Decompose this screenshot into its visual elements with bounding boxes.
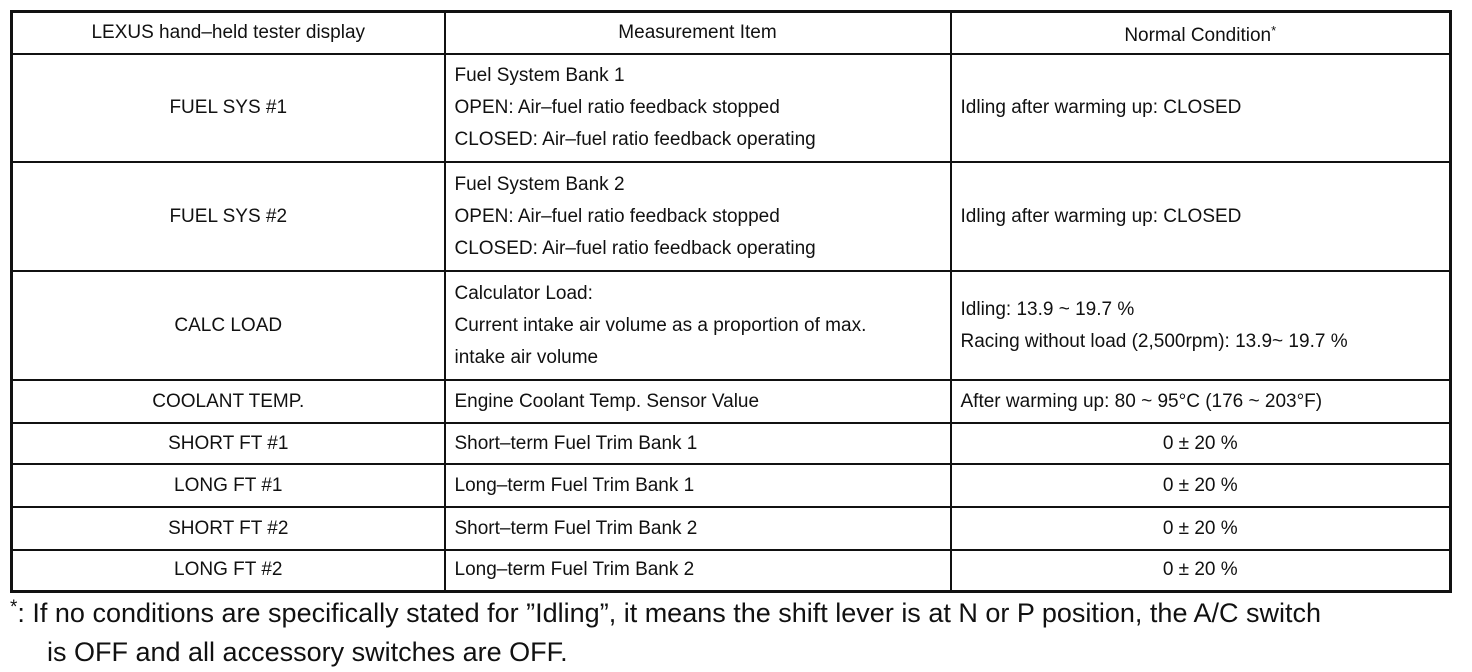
header-measurement-item: Measurement Item: [445, 12, 951, 55]
tester-display-cell: LONG FT #2: [12, 550, 445, 591]
data-list-table: [10, 10, 1452, 593]
tester-display-cell: SHORT FT #2: [12, 507, 445, 550]
footnote-first-line: [10, 588, 1465, 633]
measurement-item-cell: [445, 162, 951, 271]
measurement-item-cell: Short–term Fuel Trim Bank 1: [445, 423, 951, 464]
normal-condition-line: Racing without load (2,500rpm): 13.9~ 19.7 %: [960, 330, 1348, 352]
table-row: [12, 162, 1451, 271]
measurement-item-cell: Short–term Fuel Trim Bank 2: [445, 507, 951, 550]
normal-condition-cell: [951, 271, 1451, 380]
table-row: [12, 54, 1451, 162]
normal-condition-cell: After warming up: 80 ~ 95°C (176 ~ 203°F): [951, 380, 1451, 423]
tester-display-cell: SHORT FT #1: [12, 423, 445, 464]
normal-condition-cell: 0 ± 20 %: [951, 464, 1451, 507]
table-row: [12, 271, 1451, 380]
table-header-row: [12, 12, 1451, 55]
measurement-item-line: Fuel System Bank 2: [454, 173, 625, 195]
measurement-item-cell: [445, 54, 951, 162]
normal-condition-line: Idling after warming up: CLOSED: [960, 97, 1242, 118]
normal-condition-cell: [951, 162, 1451, 271]
header-normal-condition: [951, 12, 1451, 55]
normal-condition-cell: 0 ± 20 %: [951, 550, 1451, 591]
tester-display-cell: COOLANT TEMP.: [12, 380, 445, 423]
header-tester-display: LEXUS hand–held tester display: [12, 12, 445, 55]
measurement-item-cell: Engine Coolant Temp. Sensor Value: [445, 380, 951, 423]
measurement-item-cell: [445, 271, 951, 380]
table-row: [12, 507, 1451, 550]
measurement-item-cell: Long–term Fuel Trim Bank 2: [445, 550, 951, 591]
measurement-item-cell: Long–term Fuel Trim Bank 1: [445, 464, 951, 507]
normal-condition-cell: [951, 54, 1451, 162]
footnote-asterisk: *: [10, 597, 18, 618]
table-row: [12, 550, 1451, 591]
measurement-item-line: Fuel System Bank 1: [454, 65, 625, 86]
table-row: [12, 464, 1451, 507]
measurement-item-line: OPEN: Air–fuel ratio feedback stopped: [454, 205, 780, 227]
tester-display-cell: FUEL SYS #2: [12, 162, 445, 271]
measurement-item-line: OPEN: Air–fuel ratio feedback stopped: [454, 97, 780, 118]
measurement-item-line: CLOSED: Air–fuel ratio feedback operating: [454, 237, 816, 259]
measurement-item-line: Calculator Load:: [454, 282, 593, 304]
tester-display-cell: FUEL SYS #1: [12, 54, 445, 162]
normal-condition-cell: 0 ± 20 %: [951, 507, 1451, 550]
footnote: [10, 588, 1465, 672]
measurement-item-line: CLOSED: Air–fuel ratio feedback operating: [454, 129, 816, 150]
tester-display-cell: CALC LOAD: [12, 271, 445, 380]
header-normal-condition-label: Normal Condition: [1124, 24, 1272, 46]
normal-condition-line: Idling after warming up: CLOSED: [960, 205, 1242, 227]
normal-condition-cell: 0 ± 20 %: [951, 423, 1451, 464]
table-row: [12, 380, 1451, 423]
footnote-text-line1: : If no conditions are specifically stated for ”Idling”, it means the shift lever is at N or P position, the A/C switch: [17, 598, 1321, 628]
measurement-item-line: intake air volume: [454, 346, 599, 368]
normal-condition-line: Idling: 13.9 ~ 19.7 %: [960, 298, 1135, 320]
measurement-item-line: Current intake air volume as a proportion of max.: [454, 314, 867, 336]
footnote-text-line2: is OFF and all accessory switches are OFF.: [47, 637, 568, 667]
header-asterisk: *: [1271, 22, 1277, 38]
tester-display-cell: LONG FT #1: [12, 464, 445, 507]
table-row: [12, 423, 1451, 464]
